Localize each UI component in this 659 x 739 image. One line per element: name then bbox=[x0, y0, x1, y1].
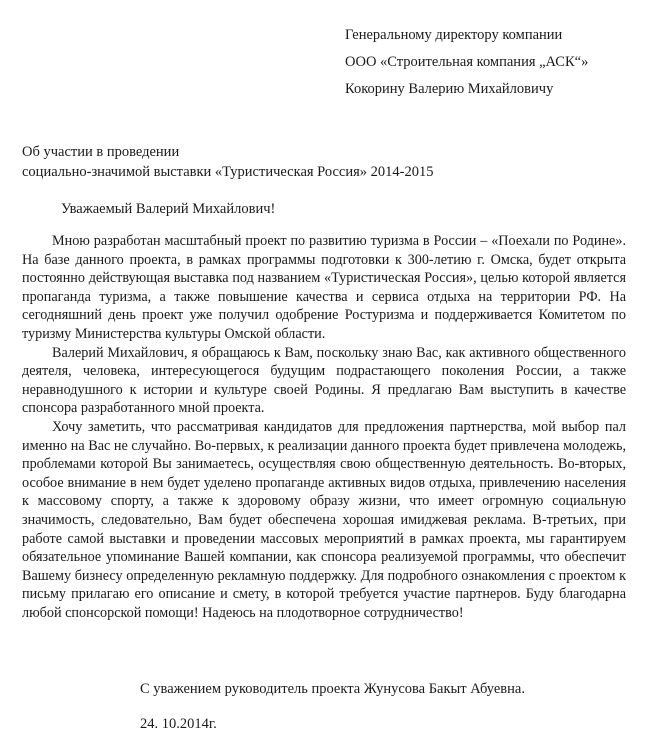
body-paragraph-1: Мною разработан масштабный проект по развитию туризма в России – «Поехали по Родине». На базе данного проекта, в рамках программы подготовки к 300-летию г. Омска, будет открыта постоянно действующая выставка под названием «Туристическая Россия», целью которой является пропаганда туризма, а также повышение качества и сервиса отдыха на территории РФ. На сегодняшний день проект уже получил одобрение Ростуризма и поддерживается Комитетом по туризму Министерства культуры Омской области. bbox=[22, 233, 626, 342]
body-paragraph-3: Хочу заметить, что рассматривая кандидатов для предложения партнерства, мой выбор пал именно на Вас не случайно. Во-первых, к реализации данного проекта будет привлечена молодежь, проблемами которой Вы занимаетесь, осуществляя свою общественную деятельность. Во-вторых, особое внимание в нем будет уделено пропаганде активных видов отдыха, привлечению населения к массовому спорту, а также к здоровому образу жизни, что имеет огромную социальную значимость, следовательно, Вам будет обеспечена хорошая имиджевая реклама. В-третьих, при работе самой выставки и проведении массовых мероприятий в рамках проекта, мы гарантируем обязательное упоминание Вашей компании, как спонсора реализуемой программы, что обеспечит Вашему бизнесу определенную рекламную поддержку. Для подробного ознакомления с проектом к письму прилагаю его описание и смету, в которой требуется участие партнеров. Буду благодарна любой спонсорской помощи! Надеюсь на плодотворное сотрудничество! bbox=[22, 418, 626, 621]
subject-line-2: социально-значимой выставки «Туристическая Россия» 2014-2015 bbox=[22, 164, 434, 180]
salutation: Уважаемый Валерий Михайлович! bbox=[61, 201, 276, 217]
addressee-name: Кокорину Валерию Михайловичу bbox=[345, 81, 554, 97]
letter-body bbox=[22, 232, 626, 622]
body-paragraph-2: Валерий Михайлович, я обращаюсь к Вам, поскольку знаю Вас, как активного общественного деятеля, человека, интересующегося будущим подрастающего поколения России, а также неравнодушного к истории и культуре своей Родины. Я предлагаю Вам выступить в качестве спонсора разработанного мной проекта. bbox=[22, 344, 626, 417]
letter-date: 24. 10.2014г. bbox=[140, 716, 217, 732]
subject-block bbox=[22, 142, 622, 182]
addressee-block bbox=[345, 22, 645, 103]
addressee-company: ООО «Строительная компания „АСК“» bbox=[345, 54, 589, 70]
subject-line-1: Об участии в проведении bbox=[22, 144, 180, 160]
addressee-position: Генеральному директору компании bbox=[345, 27, 563, 43]
signature-line: С уважением руководитель проекта Жунусова Бакыт Абуевна. bbox=[140, 681, 525, 697]
